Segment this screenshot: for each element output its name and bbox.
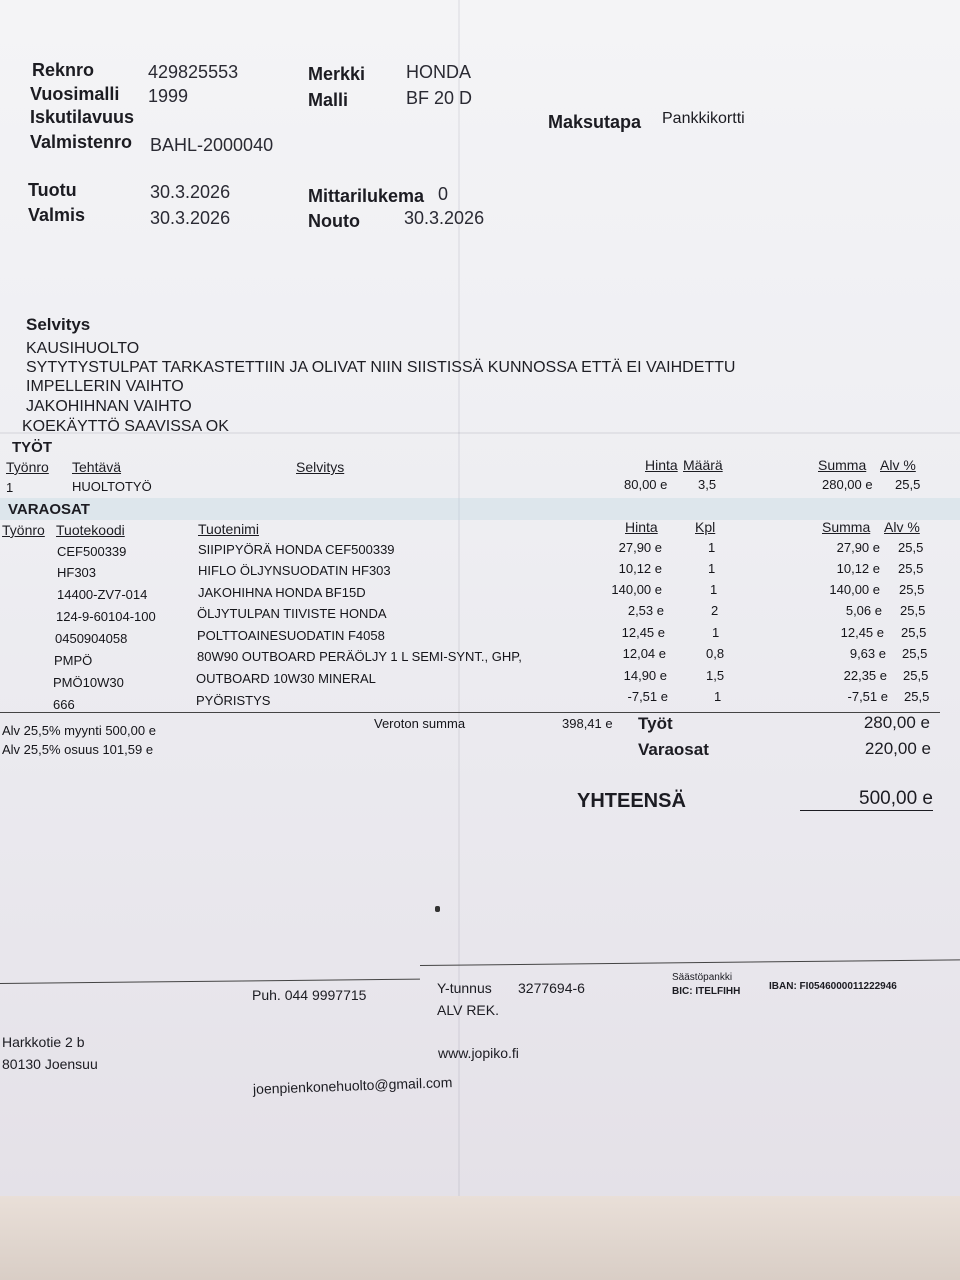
veroton-value: 398,41 e [562,716,613,731]
tyot-col-selvitys: Selvitys [296,459,345,475]
parts-cell-nimi: HIFLO ÖLJYNSUODATIN HF303 [198,563,391,578]
alv-myynti: Alv 25,5% myynti 500,00 e [2,723,156,738]
malli-label: Malli [308,90,349,110]
parts-cell-nimi: SIIPIPYÖRÄ HONDA CEF500339 [198,542,395,557]
varaosat-col-tuotenimi: Tuotenimi [198,521,259,537]
parts-cell-alv: 25,5 [900,603,926,618]
ytunnus-label: Y-tunnus [437,980,492,996]
phone: Puh. 044 9997715 [252,987,367,1003]
email-link[interactable]: joenpienkonehuolto@gmail.com [252,1074,453,1097]
parts-cell-koodi: 0450904058 [55,631,128,646]
varaosat-total-label: Varaosat [638,740,709,759]
website-link[interactable]: www.jopiko.fi [438,1045,519,1061]
parts-cell-koodi: 14400-ZV7-014 [57,587,148,602]
iskutilavuus-label: Iskutilavuus [30,107,135,127]
parts-cell-kpl: 1 [708,540,716,555]
valmis-value: 30.3.2026 [150,208,231,228]
parts-cell-nimi: JAKOHIHNA HONDA BF15D [198,585,366,600]
mittari-value: 0 [438,184,449,204]
merkki-value: HONDA [406,62,472,82]
varaosat-band [0,498,960,520]
tyot-section-title: TYÖT [12,439,52,456]
reknro-value: 429825553 [148,62,239,82]
varaosat-col-summa: Summa [822,519,871,535]
veroton-label: Veroton summa [374,716,466,731]
parts-cell-hinta: -7,51 e [627,689,668,704]
tyot-cell-hinta: 80,00 e [624,477,668,492]
parts-cell-summa: -7,51 e [847,689,888,704]
nouto-value: 30.3.2026 [404,208,485,228]
valmistenro-label: Valmistenro [30,132,133,152]
selvitys-line: JAKOHIHNAN VAIHTO [26,398,192,415]
tuotu-label: Tuotu [28,180,77,200]
parts-cell-hinta: 12,04 e [622,646,666,661]
parts-cell-summa: 140,00 e [829,582,880,597]
parts-cell-hinta: 140,00 e [611,582,662,597]
parts-cell-alv: 25,5 [903,668,929,683]
tyot-col-alv: Alv % [880,457,916,473]
selvitys-line: KAUSIHUOLTO [26,340,140,357]
tyot-col-maara: Määrä [683,457,723,473]
parts-cell-hinta: 12,45 e [621,625,665,640]
parts-cell-alv: 25,5 [902,646,928,661]
tyot-total-value: 280,00 e [863,713,930,732]
yhteensa-value: 500,00 e [800,788,933,811]
malli-value: BF 20 D [406,88,473,108]
maksutapa-label: Maksutapa [548,112,642,132]
ytunnus-value: 3277694-6 [518,980,585,996]
parts-cell-alv: 25,5 [898,540,924,555]
tuotu-value: 30.3.2026 [150,182,231,202]
parts-cell-nimi: 80W90 OUTBOARD PERÄÖLJY 1 L SEMI-SYNT., GHP, [197,649,522,664]
parts-cell-koodi: 124-9-60104-100 [56,609,156,624]
tyot-col-tehtava: Tehtävä [72,459,122,475]
varaosat-col-tuotekoodi: Tuotekoodi [56,522,125,538]
parts-cell-hinta: 2,53 e [627,603,664,618]
parts-cell-summa: 22,35 e [843,668,887,683]
parts-cell-alv: 25,5 [899,582,925,597]
varaosat-col-tyonro: Työnro [2,522,45,538]
bic: BIC: ITELFIHH [672,986,741,997]
tyot-col-summa: Summa [818,457,867,473]
parts-cell-alv: 25,5 [901,625,927,640]
parts-cell-kpl: 1,5 [706,668,725,683]
parts-cell-kpl: 1 [708,561,716,576]
parts-cell-koodi: CEF500339 [57,544,127,559]
tyot-col-hinta: Hinta [645,457,678,473]
reknro-label: Reknro [32,60,95,80]
parts-cell-kpl: 0,8 [706,646,725,661]
parts-cell-alv: 25,5 [904,689,930,704]
tyot-cell-tehtava: HUOLTOTYÖ [72,479,152,494]
parts-cell-hinta: 27,90 e [618,540,662,555]
valmis-label: Valmis [28,205,86,225]
parts-cell-nimi: PYÖRISTYS [196,693,271,708]
parts-cell-nimi: ÖLJYTULPAN TIIVISTE HONDA [197,606,387,621]
parts-cell-hinta: 10,12 e [618,561,662,576]
tyot-cell-maara: 3,5 [698,477,717,492]
tyot-cell-summa: 280,00 e [822,477,873,492]
selvitys-line: SYTYTYSTULPAT TARKASTETTIIN JA OLIVAT NIIN SIISTISSÄ KUNNOSSA ETTÄ EI VAIHDETTU [26,359,736,376]
address-street: Harkkotie 2 b [2,1034,85,1050]
tyot-total-label: Työt [638,714,673,733]
parts-cell-alv: 25,5 [898,561,924,576]
address-city: 80130 Joensuu [2,1056,98,1072]
parts-cell-kpl: 1 [710,582,718,597]
parts-cell-kpl: 1 [714,689,722,704]
parts-cell-nimi: OUTBOARD 10W30 MINERAL [196,671,376,686]
selvitys-title: Selvitys [26,315,91,334]
parts-cell-koodi: 666 [53,697,75,712]
parts-cell-summa: 9,63 e [849,646,886,661]
parts-cell-kpl: 2 [711,603,719,618]
selvitys-line: KOEKÄYTTÖ SAAVISSA OK [22,418,229,435]
vuosimalli-value: 1999 [148,86,189,106]
paper-speck [435,906,440,912]
parts-cell-summa: 12,45 e [840,625,884,640]
iban: IBAN: FI0546000011222946 [769,981,897,992]
parts-cell-koodi: PMÖ10W30 [53,675,124,690]
parts-cell-summa: 27,90 e [836,540,880,555]
maksutapa-value: Pankkikortti [662,110,745,127]
valmistenro-value: BAHL-2000040 [150,135,274,155]
varaosat-col-alv: Alv % [884,519,920,535]
nouto-label: Nouto [308,211,360,231]
parts-cell-nimi: POLTTOAINESUODATIN F4058 [197,628,385,643]
parts-cell-summa: 10,12 e [836,561,880,576]
varaosat-total-value: 220,00 e [864,739,931,758]
parts-cell-hinta: 14,90 e [623,668,667,683]
parts-cell-koodi: PMPÖ [54,653,93,668]
mittari-label: Mittarilukema [308,186,425,206]
tyot-cell-nro: 1 [6,480,14,495]
table-divider [0,712,940,713]
bank-name: Säästöpankki [672,972,733,983]
parts-cell-kpl: 1 [712,625,720,640]
yhteensa-label: YHTEENSÄ [577,790,686,812]
varaosat-col-hinta: Hinta [625,519,658,535]
alv-osuus: Alv 25,5% osuus 101,59 e [2,742,154,757]
tyot-cell-alv: 25,5 [895,477,921,492]
table-surface [0,1196,960,1280]
alv-rek: ALV REK. [437,1002,499,1018]
varaosat-section-title: VARAOSAT [8,501,90,518]
parts-cell-summa: 5,06 e [845,603,882,618]
selvitys-line: IMPELLERIN VAIHTO [26,378,184,395]
tyot-col-tyonro: Työnro [6,459,49,475]
vuosimalli-label: Vuosimalli [30,84,120,104]
varaosat-col-kpl: Kpl [695,519,716,535]
parts-cell-koodi: HF303 [57,565,97,580]
merkki-label: Merkki [308,64,366,84]
